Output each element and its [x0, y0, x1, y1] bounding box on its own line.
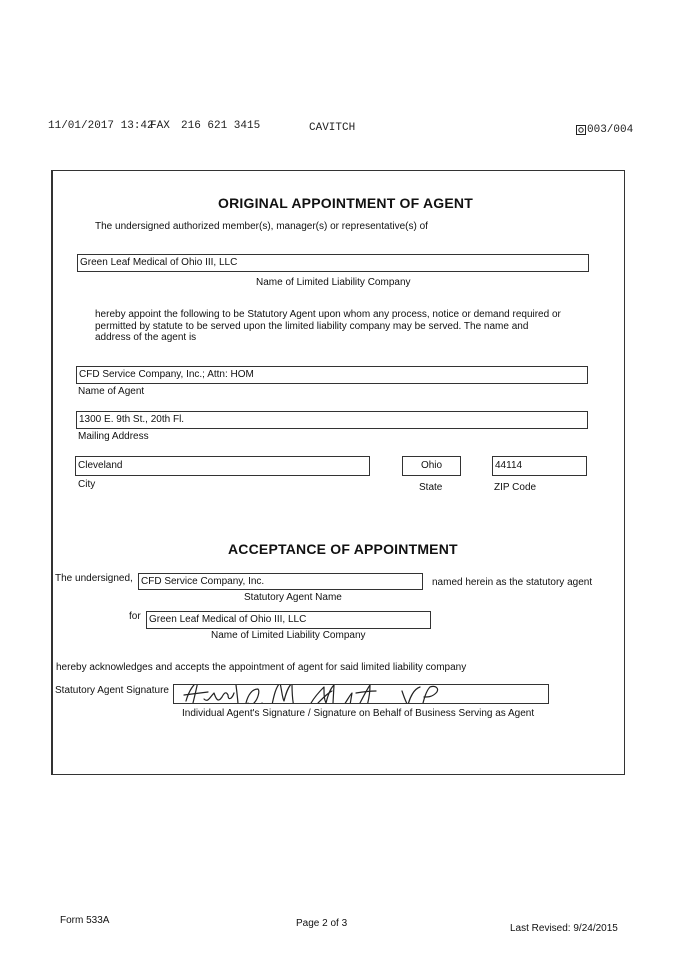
statutory-agent-name-field[interactable]: CFD Service Company, Inc. [138, 573, 423, 590]
zip-field[interactable]: 44114 [492, 456, 587, 476]
appointment-intro: The undersigned authorized member(s), manager(s) or representative(s) of [95, 221, 428, 232]
agent-name-label: Name of Agent [78, 386, 145, 397]
named-herein-text: named herein as the statutory agent [432, 577, 593, 588]
page-number: Page 2 of 3 [296, 918, 348, 929]
form-number: Form 533A [60, 915, 110, 926]
fax-sender: CAVITCH [309, 122, 356, 134]
handwritten-signature [174, 684, 548, 704]
appointment-title: ORIGINAL APPOINTMENT OF AGENT [218, 195, 473, 211]
fax-page-icon [576, 125, 586, 135]
undersigned-label: The undersigned, [55, 573, 133, 584]
fax-number: 216 621 3415 [181, 120, 261, 132]
city-label: City [78, 479, 96, 490]
acceptance-company-name-label: Name of Limited Liability Company [211, 630, 366, 641]
state-field[interactable]: Ohio [402, 456, 461, 476]
appoint-text: hereby appoint the following to be Statutory Agent upon whom any process, notice or demand required or permitted by statute to be served upon the limited liability company may be served. The name and address of the agent is [95, 309, 561, 343]
acknowledge-text: hereby acknowledges and accepts the appointment of agent for said limited liability company [56, 662, 467, 673]
for-label: for [129, 611, 141, 622]
company-name-field[interactable]: Green Leaf Medical of Ohio III, LLC [77, 254, 589, 272]
statutory-agent-name-label: Statutory Agent Name [244, 592, 342, 603]
agent-name-field[interactable]: CFD Service Company, Inc.; Attn: HOM [76, 366, 588, 384]
company-name-label: Name of Limited Liability Company [256, 277, 411, 288]
signature-field[interactable] [173, 684, 549, 704]
last-revised: Last Revised: 9/24/2015 [510, 923, 618, 934]
fax-page-number: 003/004 [587, 124, 634, 136]
acceptance-title: ACCEPTANCE OF APPOINTMENT [228, 541, 458, 557]
signature-caption: Individual Agent's Signature / Signature on Behalf of Business Serving as Agent [182, 708, 535, 719]
fax-datetime: 11/01/2017 13:42 [48, 120, 154, 132]
city-field[interactable]: Cleveland [75, 456, 370, 476]
mailing-address-field[interactable]: 1300 E. 9th St., 20th Fl. [76, 411, 588, 429]
fax-page-indicator [576, 124, 633, 136]
zip-label: ZIP Code [494, 482, 537, 493]
signature-label: Statutory Agent Signature [55, 685, 169, 696]
fax-label: FAX [150, 120, 170, 132]
acceptance-company-name-field[interactable]: Green Leaf Medical of Ohio III, LLC [146, 611, 431, 629]
mailing-address-label: Mailing Address [78, 431, 149, 442]
state-label: State [419, 482, 443, 493]
